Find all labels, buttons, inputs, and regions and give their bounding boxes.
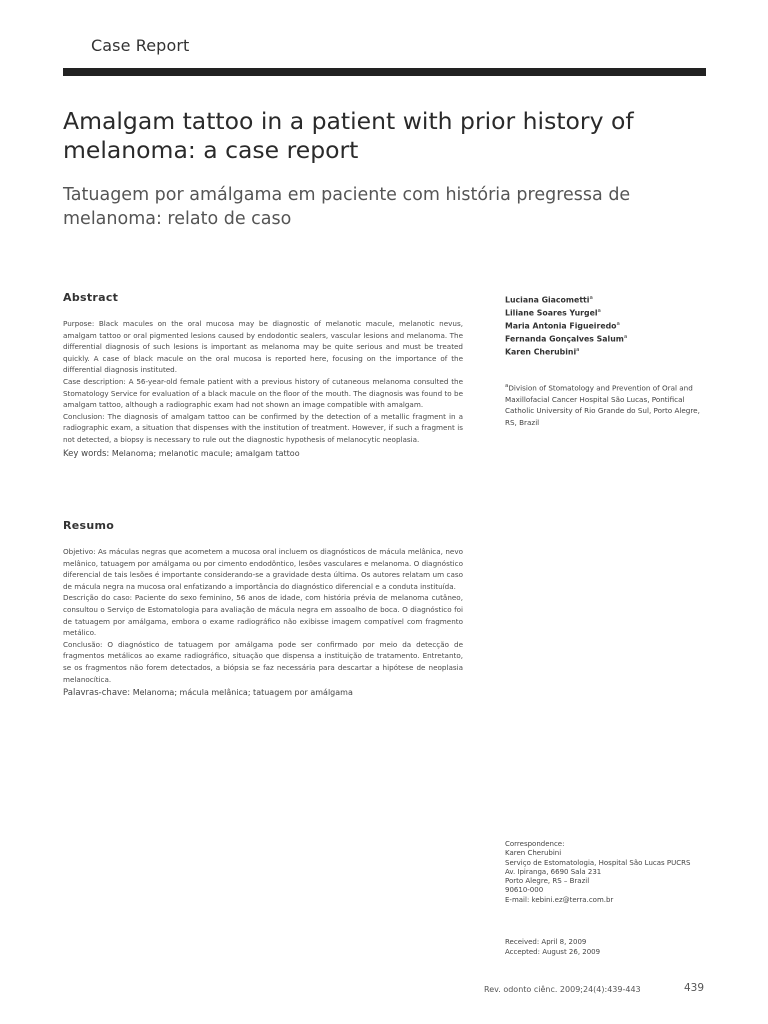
- page-number: 439: [684, 982, 705, 994]
- correspondence-line: 90610-000: [505, 886, 544, 895]
- abstract-conclusion: Conclusion: The diagnosis of amalgam tattoo can be confirmed by the detection of a metallic fragment in a radiographic exam, a situation that dispenses with the institution of treatment. However, if such a fragment is not detected, a biopsy is necessary to rule out the diagnostic hypothesis of melanocytic neoplasia.: [63, 411, 463, 444]
- author: [505, 332, 705, 345]
- affiliation-text: Division of Stomatology and Prevention of Oral and Maxillofacial Cancer Hospital São Lucas, Pontifical Catholic University of Rio Grande do Sul, Porto Alegre, RS, Brazil: [505, 383, 700, 427]
- header-rule: [63, 68, 706, 76]
- author-name: Fernanda Gonçalves Salum: [505, 334, 624, 344]
- affiliation-mark: a: [589, 295, 593, 301]
- abstract-section: [63, 291, 463, 460]
- palavras-chave-label: Palavras-chave:: [63, 688, 131, 699]
- author-name: Maria Antonia Figueiredo: [505, 321, 617, 331]
- affiliation-mark: a: [616, 321, 620, 327]
- correspondence-email: E-mail: kebini.ez@terra.com.br: [505, 895, 614, 904]
- author: [505, 293, 705, 306]
- abstract-keywords: [63, 448, 463, 460]
- resumo-descricao: Descrição do caso: Paciente do sexo feminino, 56 anos de idade, com história prévia de melanoma cutâneo, consultou o Serviço de Estomatologia para avaliação de mácula negra em assoalho de boca. O diagnóstico foi de tatuagem por amálgama, embora o exame radiográfico não exibisse imagem compatível com fragmento metálico.: [63, 593, 463, 638]
- keywords-label: Key words:: [63, 448, 110, 459]
- correspondence-heading: Correspondence:: [505, 840, 565, 848]
- abstract-case-description: Case description: A 56-year-old female patient with a previous history of cutaneous melanoma consulted the Stomatology Service for evaluation of a black macule on the floor of the mouth. The diagnosis was found to be amalgam tattoo, although a radiographic exam had not shown an image compatible with amalgam.: [63, 376, 463, 410]
- article-title: Amalgam tattoo in a patient with prior history of melanoma: a case report: [63, 107, 634, 164]
- author: [505, 306, 705, 319]
- affiliation: [505, 381, 707, 428]
- resumo-objetivo: Objetivo: As máculas negras que acometem a mucosa oral incluem os diagnósticos de mácula melânica, nevo melânico, tatuagem por amálgama ou por cimento endodôntico, lesões vasculares e melanoma. O diagnóstico diferencial de tais lesões é importante considerando-se a gravidade desta última. Os autores relatam um caso de mácula negra na mucosa oral enfatizando a importância do diagnóstico diferencial e a conduta instituída.: [63, 547, 463, 591]
- article-title-portuguese: Tatuagem por amálgama em paciente com história pregressa de melanoma: relato de caso: [63, 185, 631, 229]
- resumo-section: [63, 519, 463, 699]
- author-name: Luciana Giacometti: [505, 295, 590, 305]
- correspondence-line: Porto Alegre, RS – Brazil: [505, 877, 590, 886]
- received-date: Received: April 8, 2009: [505, 938, 587, 946]
- resumo-heading: Resumo: [63, 519, 115, 532]
- abstract-heading: Abstract: [63, 291, 119, 304]
- correspondence-line: Karen Cherubini: [505, 849, 562, 858]
- section-label: Case Report: [91, 36, 190, 55]
- palavras-chave-value: Melanoma; mácula melânica; tatuagem por amálgama: [132, 688, 353, 698]
- accepted-date: Accepted: August 26, 2009: [505, 947, 601, 956]
- journal-citation: Rev. odonto ciênc. 2009;24(4):439-443: [484, 985, 641, 994]
- correspondence-block: [505, 840, 710, 905]
- author-name: Liliane Soares Yurgel: [505, 308, 598, 318]
- abstract-purpose: Purpose: Black macules on the oral mucosa may be diagnostic of melanotic macule, melanotic nevus, amalgam tattoo or oral pigmented lesions caused by endodontic sealers, vascular lesions and melanoma. The differential diagnosis of such lesions is important as melanoma may be quite serious and must be treated quickly. A case of black macule on the oral mucosa is reported here, focusing on the importance of the differential diagnosis instituted.: [63, 319, 463, 375]
- affiliation-mark: a: [623, 334, 628, 340]
- author-list: [505, 293, 705, 358]
- resumo-keywords: [63, 687, 463, 699]
- author: [505, 319, 705, 332]
- affiliation-mark: a: [576, 347, 580, 353]
- keywords-value: Melanoma; melanotic macule; amalgam tattoo: [111, 448, 300, 458]
- author-name: Karen Cherubini: [505, 347, 577, 357]
- affiliation-mark: a: [505, 383, 509, 389]
- affiliation-mark: a: [597, 308, 601, 314]
- submission-dates: [505, 938, 710, 958]
- resumo-conclusao: Conclusão: O diagnóstico de tatuagem por amálgama pode ser confirmado por meio da detecção de fragmentos metálicos ao exame radiográfico, situação que dispensa a instituição de tratamento. Entretanto, se os fragmentos não forem detectados, a biópsia se faz necessária para descartar a hipótese de neoplasia melanocítica.: [63, 639, 463, 684]
- correspondence-line: Av. Ipiranga, 6690 Sala 231: [505, 867, 602, 876]
- correspondence-line: Serviço de Estomatologia, Hospital São Lucas PUCRS: [505, 858, 691, 867]
- author: [505, 345, 705, 358]
